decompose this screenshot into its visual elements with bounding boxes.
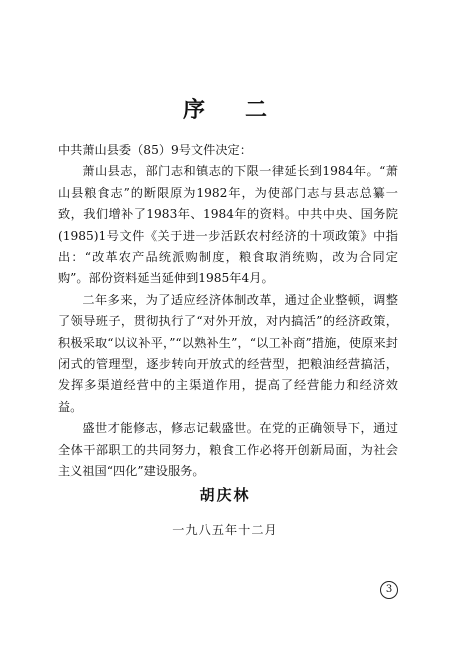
author-signature: 胡庆林 (199, 486, 251, 504)
paragraph: 二年多来，为了适应经济体制改革，通过企业整顿，调整了领导班子，贯彻执行了“对外开放，对内搞活”的经济政策，积极采取“以议补平，”“以熟补生”，“以工补商”措施，使原来封闭式的管理型，逐步转向开放式的经营型，把粮油经营搞活，发挥多渠道经营中的主渠道作用，提高了经营能力和经济效益。 (58, 292, 398, 414)
page-number: 3 (380, 581, 398, 599)
date-line: 一九八五年十二月 (172, 523, 278, 537)
decision-line: 中共萧山县委（85）9号文件决定： (58, 143, 252, 157)
document-body (58, 140, 398, 483)
paragraph: 盛世才能修志，修志记载盛世。在党的正确领导下，通过全体干部职工的共同努力，粮食工作必将开创新局面，为社会主义祖国“四化”建设服务。 (58, 421, 398, 479)
paragraph: 萧山县志，部门志和镇志的下限一律延长到1984年。“萧山县粮食志”的断限原为1982年，为使部门志与县志总纂一致，我们增补了1983年、1984年的资料。中共中央、国务院(1985)1号文件《关于进一步活跃农村经济的十项政策》中指出：“改革农产品统派购制度，粮食取消统购，改为合同定购”。部份资料延当延伸到1985年4月。 (58, 164, 398, 286)
page-title: 序二 (182, 97, 307, 123)
